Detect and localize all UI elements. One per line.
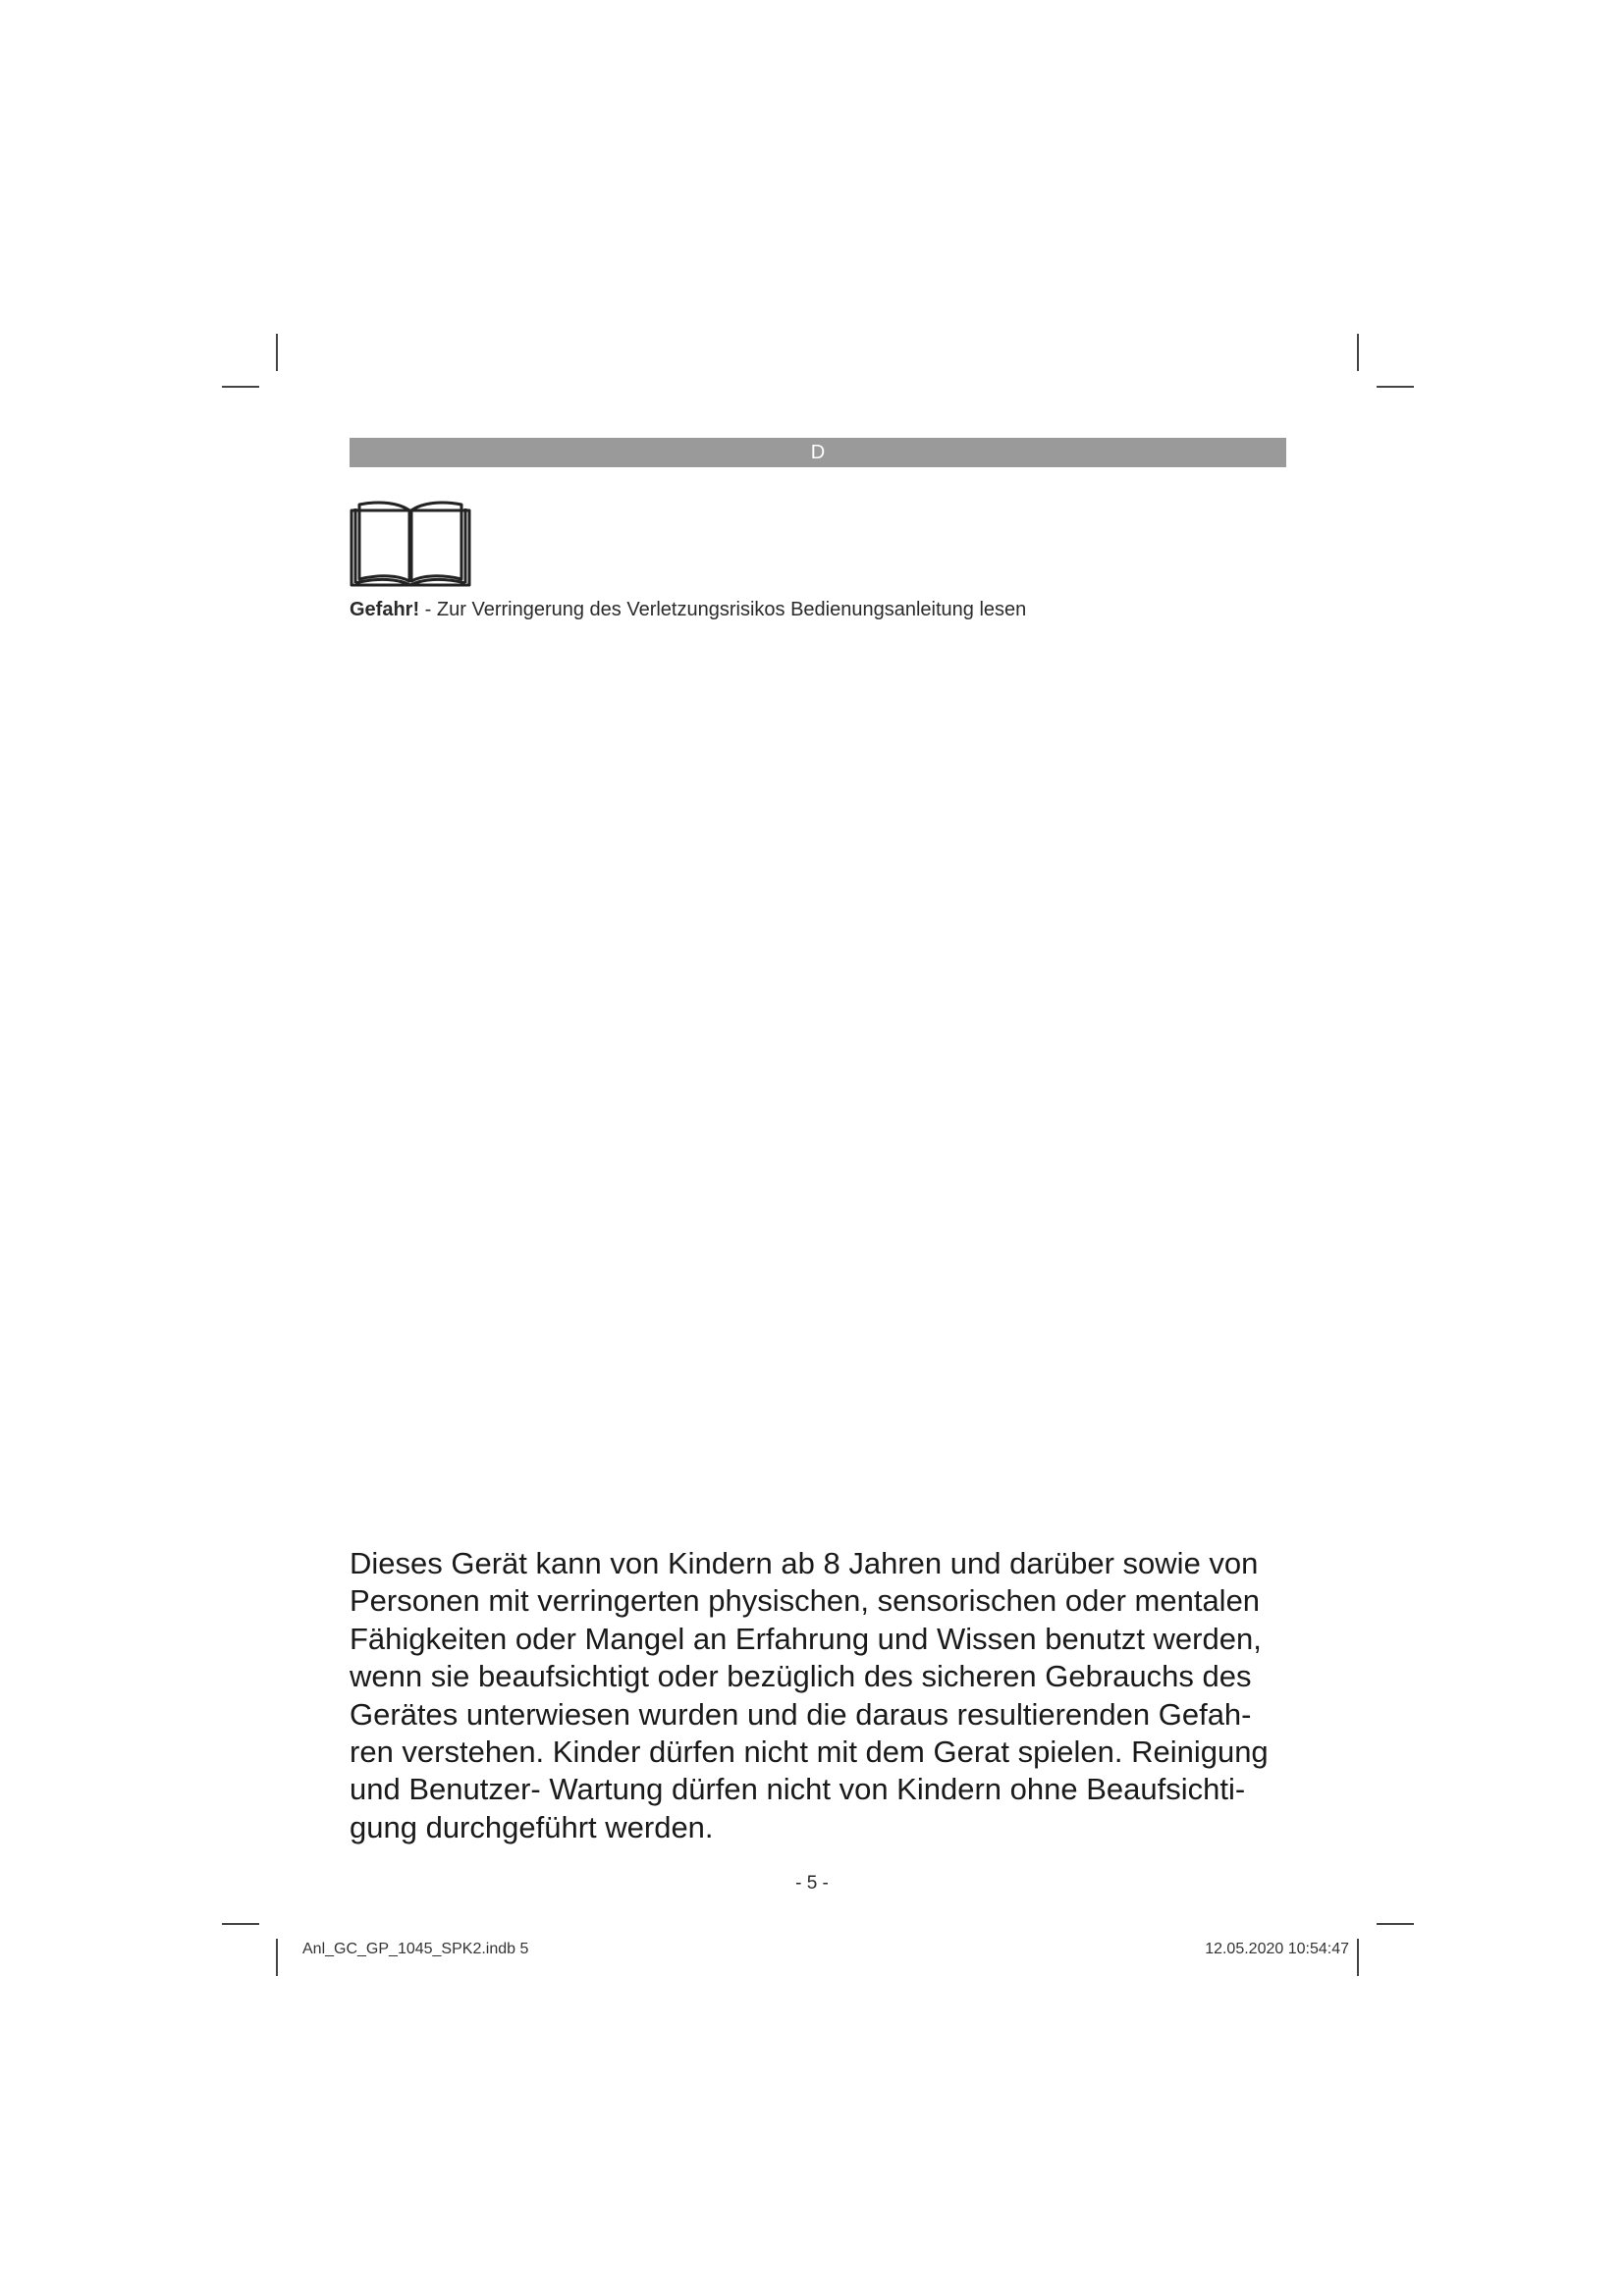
crop-mark-top-right-h [1377,386,1414,388]
language-header-band [350,438,1286,467]
warning-description: - Zur Verringerung des Verletzungsrisikos Bedienungsanleitung lesen [419,599,1027,620]
paragraph-line: Personen mit verringerten physischen, sensorischen oder mentalen [350,1583,1261,1619]
crop-mark-bottom-left-v [276,1939,278,1976]
crop-mark-bottom-right-h [1377,1923,1414,1925]
book-icon [350,499,471,587]
timestamp-slug: 12.05.2020 10:54:47 [1205,1941,1349,1957]
warning-label: Gefahr! [350,599,420,620]
page-number: - 5 - [795,1873,829,1894]
paragraph-line: ren verstehen. Kinder dürfen nicht mit dem Gerat spielen. Reinigung [350,1735,1269,1770]
file-name-slug: Anl_GC_GP_1045_SPK2.indb 5 [302,1941,529,1957]
crop-mark-bottom-left-h [222,1923,259,1925]
crop-mark-top-right-v [1357,334,1359,371]
paragraph-line: Gerätes unterwiesen wurden und die daraus resultierenden Gefah- [350,1696,1252,1732]
paragraph-line: wenn sie beaufsichtigt oder bezüglich des sicheren Gebrauchs des [350,1659,1252,1694]
paragraph-line: und Benutzer- Wartung dürfen nicht von Kindern ohne Beaufsichti- [350,1772,1246,1807]
crop-mark-top-left-v [276,334,278,371]
paragraph-line: gung durchgeführt werden. [350,1809,714,1844]
crop-mark-top-left-h [222,386,259,388]
paragraph-line: Dieses Gerät kann von Kindern ab 8 Jahren und darüber sowie von [350,1546,1259,1580]
crop-mark-bottom-right-v [1357,1939,1359,1976]
warning-text [350,597,1026,622]
safety-paragraph [350,1545,1292,1846]
paragraph-line: Fähigkeiten oder Mangel an Erfahrung und Wissen benutzt werden, [350,1621,1262,1656]
language-code: D [810,442,826,463]
